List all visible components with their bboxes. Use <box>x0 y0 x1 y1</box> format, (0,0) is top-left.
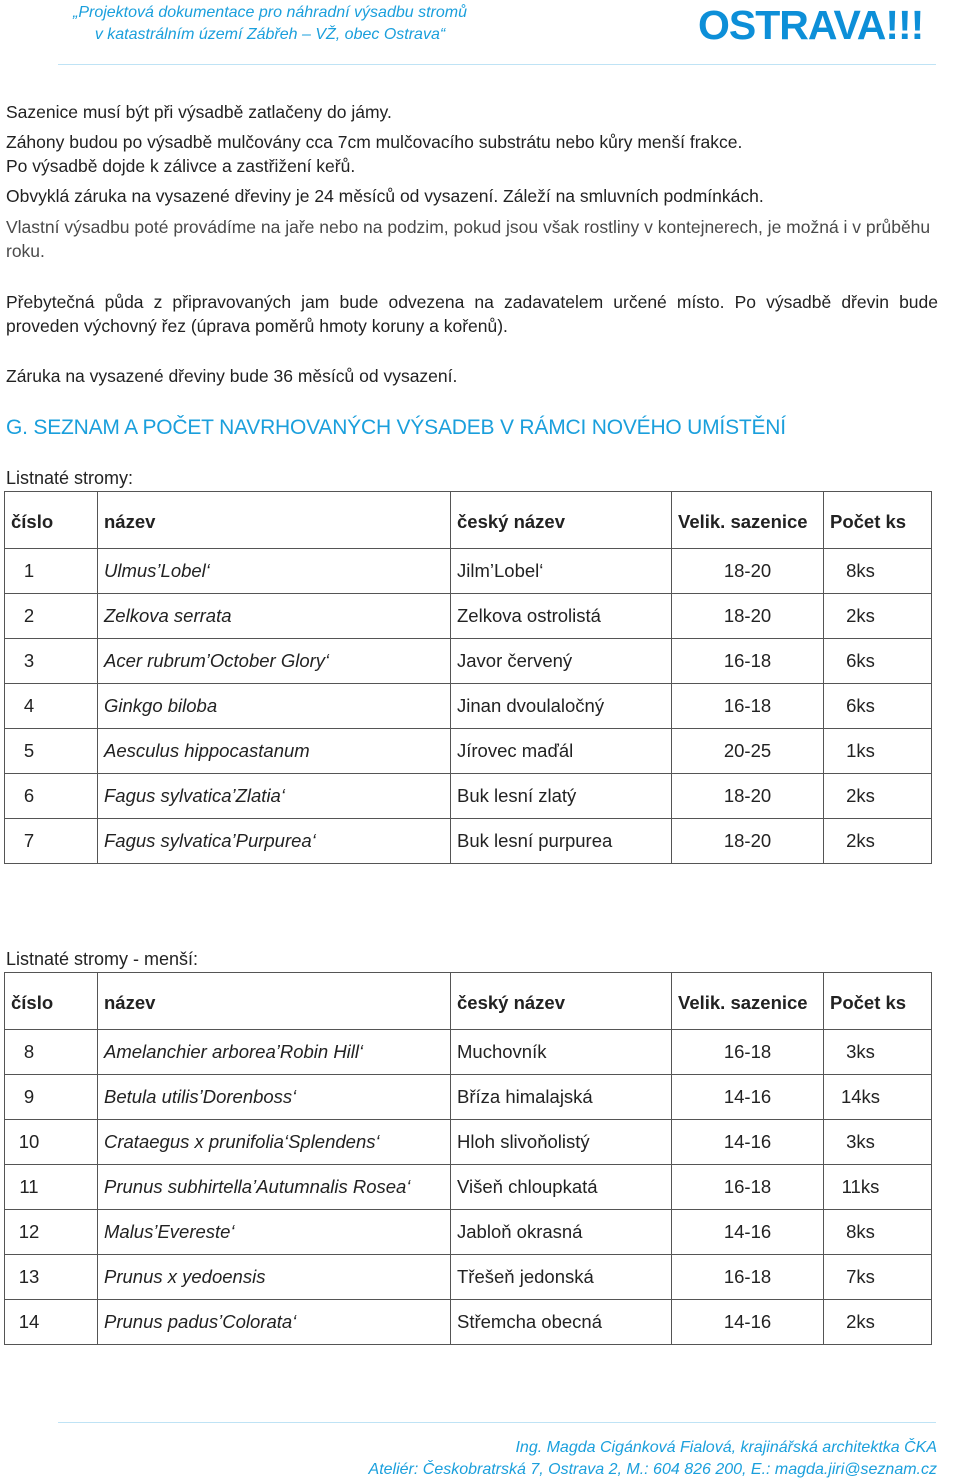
row-size: 16-18 <box>672 684 824 729</box>
col-count-header: Počet ks <box>824 492 932 549</box>
document-header-title <box>60 2 480 46</box>
row-number: 13 <box>5 1255 98 1300</box>
col-size-header: Velik. sazenice <box>672 492 824 549</box>
col-size-header: Velik. sazenice <box>672 973 824 1030</box>
row-number: 8 <box>5 1030 98 1075</box>
row-count: 3ks <box>824 1030 932 1075</box>
row-size: 14-16 <box>672 1210 824 1255</box>
row-czech-name: Jabloň okrasná <box>451 1210 672 1255</box>
table-row <box>5 729 932 774</box>
header-divider <box>58 64 936 65</box>
row-number: 12 <box>5 1210 98 1255</box>
row-count: 2ks <box>824 774 932 819</box>
deciduous-trees-table <box>4 491 932 864</box>
row-latin-name: Amelanchier arborea’Robin Hill‘ <box>98 1030 451 1075</box>
section-heading: G. SEZNAM A POČET NAVRHOVANÝCH VÝSADEB V RÁMCI NOVÉHO UMÍSTĚNÍ <box>6 416 786 439</box>
row-number: 10 <box>5 1120 98 1165</box>
ostrava-logo: OSTRAVA!!! <box>698 2 924 48</box>
table-row <box>5 819 932 864</box>
row-number: 4 <box>5 684 98 729</box>
table-row <box>5 1300 932 1345</box>
row-count: 2ks <box>824 594 932 639</box>
paragraph-excess-soil <box>6 290 938 338</box>
paragraph-planting: Sazenice musí být při výsadbě zatlačeny do jámy. <box>6 102 392 122</box>
row-czech-name: Třešeň jedonská <box>451 1255 672 1300</box>
row-latin-name: Prunus subhirtella’Autumnalis Rosea‘ <box>98 1165 451 1210</box>
table-row <box>5 1120 932 1165</box>
table-row <box>5 1030 932 1075</box>
row-count: 2ks <box>824 1300 932 1345</box>
row-count: 3ks <box>824 1120 932 1165</box>
row-number: 11 <box>5 1165 98 1210</box>
table-row <box>5 1075 932 1120</box>
row-czech-name: Jinan dvoulaločný <box>451 684 672 729</box>
row-latin-name: Betula utilis’Dorenboss‘ <box>98 1075 451 1120</box>
row-size: 20-25 <box>672 729 824 774</box>
col-count-header: Počet ks <box>824 973 932 1030</box>
paragraph-planting-season <box>6 215 938 263</box>
row-size: 18-20 <box>672 774 824 819</box>
table-row <box>5 774 932 819</box>
table-row <box>5 1165 932 1210</box>
row-size: 14-16 <box>672 1120 824 1165</box>
row-latin-name: Aesculus hippocastanum <box>98 729 451 774</box>
header-title-line1: „Projektová dokumentace pro náhradní výsadbu stromů <box>73 4 467 21</box>
row-count: 1ks <box>824 729 932 774</box>
row-czech-name: Střemcha obecná <box>451 1300 672 1345</box>
paragraph-watering: Po výsadbě dojde k zálivce a zastřižení keřů. <box>6 156 356 176</box>
row-czech-name: Bříza himalajská <box>451 1075 672 1120</box>
row-czech-name: Javor červený <box>451 639 672 684</box>
footer-contact: Ateliér: Českobratrská 7, Ostrava 2, M.: 604 826 200, E.: magda.jiri@seznam.cz <box>368 1461 937 1478</box>
footer-divider <box>58 1422 936 1423</box>
row-size: 18-20 <box>672 549 824 594</box>
row-latin-name: Zelkova serrata <box>98 594 451 639</box>
footer-author: Ing. Magda Cigánková Fialová, krajinářská architektka ČKA <box>515 1439 937 1456</box>
planting-season-line1: Vlastní výsadbu poté provádíme na jaře nebo na podzim, pokud jsou však rostliny v kontejnerech, je možná i v průběhu <box>6 217 931 237</box>
row-count: 2ks <box>824 819 932 864</box>
table-row <box>5 1255 932 1300</box>
col-number-header: číslo <box>5 973 98 1030</box>
row-count: 11ks <box>824 1165 932 1210</box>
row-czech-name: Jilm’Lobel‘ <box>451 549 672 594</box>
col-name-header: název <box>98 492 451 549</box>
row-number: 6 <box>5 774 98 819</box>
planting-season-line2: roku. <box>6 241 45 261</box>
row-latin-name: Crataegus x prunifolia‘Splendens‘ <box>98 1120 451 1165</box>
row-count: 7ks <box>824 1255 932 1300</box>
row-number: 3 <box>5 639 98 684</box>
col-czech-name-header: český název <box>451 973 672 1030</box>
row-czech-name: Buk lesní purpurea <box>451 819 672 864</box>
row-czech-name: Jírovec maďál <box>451 729 672 774</box>
row-czech-name: Višeň chloupkatá <box>451 1165 672 1210</box>
table-row <box>5 1210 932 1255</box>
row-size: 16-18 <box>672 1165 824 1210</box>
row-latin-name: Fagus sylvatica’Purpurea‘ <box>98 819 451 864</box>
row-count: 6ks <box>824 684 932 729</box>
row-size: 16-18 <box>672 639 824 684</box>
row-latin-name: Prunus padus’Colorata‘ <box>98 1300 451 1345</box>
row-count: 6ks <box>824 639 932 684</box>
excess-soil-line1: Přebytečná půda z připravovaných jam bude odvezena na zadavatelem určené místo. Po výsadbě dřevin bude <box>6 292 938 312</box>
row-latin-name: Ulmus’Lobel‘ <box>98 549 451 594</box>
row-latin-name: Acer rubrum’October Glory‘ <box>98 639 451 684</box>
paragraph-usual-warranty: Obvyklá záruka na vysazené dřeviny je 24 měsíců od vysazení. Záleží na smluvních podmínkách. <box>6 186 764 206</box>
row-size: 18-20 <box>672 819 824 864</box>
row-czech-name: Muchovník <box>451 1030 672 1075</box>
row-number: 5 <box>5 729 98 774</box>
row-count: 8ks <box>824 549 932 594</box>
row-count: 14ks <box>824 1075 932 1120</box>
row-size: 18-20 <box>672 594 824 639</box>
table2-label: Listnaté stromy - menší: <box>6 949 199 969</box>
row-number: 2 <box>5 594 98 639</box>
table-row <box>5 594 932 639</box>
col-number-header: číslo <box>5 492 98 549</box>
row-size: 16-18 <box>672 1030 824 1075</box>
table1-label: Listnaté stromy: <box>6 468 134 488</box>
paragraph-mulching: Záhony budou po výsadbě mulčovány cca 7cm mulčovacího substrátu nebo kůry menší frakce. <box>6 132 743 152</box>
row-size: 14-16 <box>672 1300 824 1345</box>
row-number: 1 <box>5 549 98 594</box>
row-latin-name: Fagus sylvatica’Zlatia‘ <box>98 774 451 819</box>
col-czech-name-header: český název <box>451 492 672 549</box>
row-number: 9 <box>5 1075 98 1120</box>
paragraph-warranty: Záruka na vysazené dřeviny bude 36 měsíců od vysazení. <box>6 366 458 386</box>
excess-soil-line2: proveden výchovný řez (úprava poměrů hmoty koruny a kořenů). <box>6 316 508 336</box>
col-name-header: název <box>98 973 451 1030</box>
row-size: 16-18 <box>672 1255 824 1300</box>
smaller-deciduous-trees-table <box>4 972 932 1345</box>
table-row <box>5 639 932 684</box>
header-title-line2: v katastrálním území Zábřeh – VŽ, obec Ostrava“ <box>94 26 446 43</box>
table-row <box>5 549 932 594</box>
table-header-row <box>5 492 932 549</box>
row-count: 8ks <box>824 1210 932 1255</box>
table-row <box>5 684 932 729</box>
row-latin-name: Ginkgo biloba <box>98 684 451 729</box>
row-czech-name: Zelkova ostrolistá <box>451 594 672 639</box>
row-czech-name: Hloh slivoňolistý <box>451 1120 672 1165</box>
row-size: 14-16 <box>672 1075 824 1120</box>
row-czech-name: Buk lesní zlatý <box>451 774 672 819</box>
row-number: 14 <box>5 1300 98 1345</box>
table-header-row <box>5 973 932 1030</box>
row-latin-name: Malus’Evereste‘ <box>98 1210 451 1255</box>
row-latin-name: Prunus x yedoensis <box>98 1255 451 1300</box>
row-number: 7 <box>5 819 98 864</box>
